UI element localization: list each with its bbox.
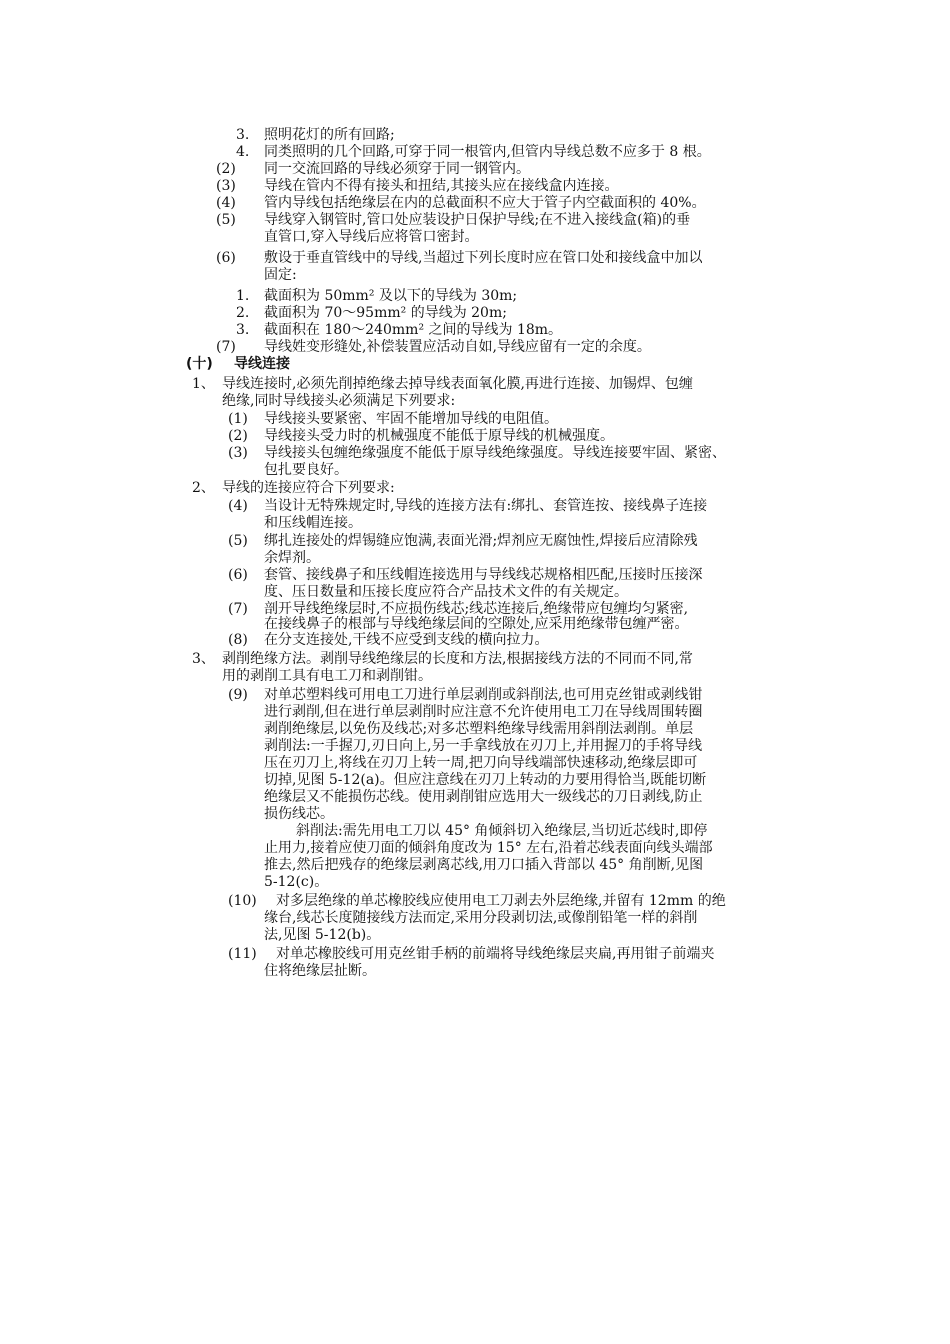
list-item: (2) 同一交流回路的导线必须穿于同一钢管内。 bbox=[216, 161, 530, 177]
list-item-continuation: 直管口,穿入导线后应将管口密封。 bbox=[264, 229, 479, 245]
list-item: (3) 导线接头包缠绝缘强度不能低于原导线绝缘强度。导线连接要牢固、紧密、 bbox=[228, 445, 726, 461]
list-item-continuation: 损伤线芯。 bbox=[264, 806, 334, 822]
list-item-continuation: 用的剥削工具有电工刀和剥削钳。 bbox=[222, 668, 432, 684]
list-item: 4. 同类照明的几个回路,可穿于同一根管内,但管内导线总数不应多于 8 根。 bbox=[236, 144, 711, 160]
list-item-continuation: 止用力,接着应使刀面的倾斜角度改为 15° 左右,沿着芯线表面向线头端部 bbox=[264, 840, 713, 856]
list-item-continuation: 剥削绝缘层,以免伤及线芯;对多芯塑料绝缘导线需用斜削法剥削。单层 bbox=[264, 721, 694, 737]
list-item-continuation: 在接线鼻子的根部与导线绝缘层间的空隙处,应采用绝缘带包缠严密。 bbox=[264, 616, 689, 632]
list-item-continuation: 余焊剂。 bbox=[264, 550, 320, 566]
list-item-continuation: 绝缘,同时导线接头必须满足下列要求: bbox=[222, 393, 456, 409]
list-item: (9) 对单芯塑料线可用电工刀进行单层剥削或斜削法,也可用克丝钳或剥线钳 bbox=[228, 687, 703, 703]
list-item: 1、 导线连接时,必须先削掉绝缘去掉导线表面氧化膜,再进行连接、加锡焊、包缠 bbox=[192, 376, 693, 392]
list-item: (7) 剖开导线绝缘层时,不应损伤线芯;线芯连接后,绝缘带应包缠均匀紧密, bbox=[228, 601, 689, 617]
list-item: (6) 敷设于垂直管线中的导线,当超过下列长度时应在管口处和接线盒中加以 bbox=[216, 250, 703, 266]
list-item-continuation: 固定: bbox=[264, 267, 297, 283]
list-item: (10) 对多层绝缘的单芯橡胶线应使用电工刀剥去外层绝缘,并留有 12mm 的绝 bbox=[228, 893, 726, 909]
list-item-continuation: 推去,然后把残存的绝缘层剥离芯线,用刀口插入背部以 45° 角削断,见图 bbox=[264, 857, 704, 873]
list-item-continuation: 包扎要良好。 bbox=[264, 462, 348, 478]
list-item-continuation: 5-12(c)。 bbox=[264, 874, 329, 890]
list-item-continuation: 住将绝缘层扯断。 bbox=[264, 963, 376, 979]
list-item: (8) 在分支连接处,干线不应受到支线的横向拉力。 bbox=[228, 632, 549, 648]
list-item: (4) 当设计无特殊规定时,导线的连接方法有:绑扎、套管连按、接线鼻子连接 bbox=[228, 498, 708, 514]
section-heading: (十) 导线连接 bbox=[186, 356, 290, 372]
list-item: (11) 对单芯橡胶线可用克丝钳手柄的前端将导线绝缘层夹扁,再用钳子前端夹 bbox=[228, 946, 715, 962]
list-item-continuation: 和压线帽连接。 bbox=[264, 515, 362, 531]
list-item: 3. 截面积在 180～240mm² 之间的导线为 18m。 bbox=[236, 322, 563, 338]
list-item-continuation: 绝缘层又不能损伤芯线。使用剥削钳应选用大一级线芯的刀日剥线,防止 bbox=[264, 789, 703, 805]
list-item-continuation: 切掉,见图 5-12(a)。但应注意线在刃刀上转动的力要用得恰当,既能切断 bbox=[264, 772, 707, 788]
list-item-continuation: 压在刃刀上,将线在刃刀上转一周,把刀向导线端部快速移动,绝缘层即可 bbox=[264, 755, 698, 771]
list-item-continuation: 度、压日数量和压接长度应符合产品技术文件的有关规定。 bbox=[264, 584, 628, 600]
list-item: (5) 绑扎连接处的焊锡缝应饱满,表面光滑;焊剂应无腐蚀性,焊接后应清除残 bbox=[228, 533, 698, 549]
list-item-continuation: 进行剥削,但在进行单层剥削时应注意不允许使用电工刀在导线周围转圈 bbox=[264, 704, 703, 720]
list-item: 3. 照明花灯的所有回路; bbox=[236, 127, 395, 143]
list-item: (3) 导线在管内不得有接头和扭结,其接头应在接线盒内连接。 bbox=[216, 178, 619, 194]
list-item: (5) 导线穿入钢管时,管口处应装设护日保护导线;在不进入接线盒(箱)的垂 bbox=[216, 212, 691, 228]
list-item: (4) 管内导线包括绝缘层在内的总截面积不应大于管子内空截面积的 40%。 bbox=[216, 195, 706, 211]
list-item: 3、 剥削绝缘方法。剥削导线绝缘层的长度和方法,根据接线方法的不同而不同,常 bbox=[192, 651, 693, 667]
list-item-continuation: 剥削法:一手握刀,刃日向上,另一手拿线放在刃刀上,并用握刀的手将导线 bbox=[264, 738, 703, 754]
paragraph-line: 斜削法:需先用电工刀以 45° 角倾斜切入绝缘层,当切近芯线时,即停 bbox=[296, 823, 708, 839]
list-item: (7) 导线姓变形缝处,补偿装置应活动自如,导线应留有一定的余度。 bbox=[216, 339, 651, 355]
list-item: (6) 套管、接线鼻子和压线帽连接选用与导线线芯规格相匹配,压接时压接深 bbox=[228, 567, 703, 583]
list-item-continuation: 缘台,线芯长度随接线方法而定,采用分段剥切法,或像削铅笔一样的斜削 bbox=[264, 910, 698, 926]
list-item: (1) 导线接头要紧密、牢固不能增加导线的电阻值。 bbox=[228, 411, 558, 427]
list-item-continuation: 法,见图 5-12(b)。 bbox=[264, 927, 381, 943]
list-item: 2、 导线的连接应符合下列要求: bbox=[192, 480, 395, 496]
list-item: 2. 截面积为 70～95mm² 的导线为 20m; bbox=[236, 305, 507, 321]
list-item: 1. 截面积为 50mm² 及以下的导线为 30m; bbox=[236, 288, 518, 304]
list-item: (2) 导线接头受力时的机械强度不能低于原导线的机械强度。 bbox=[228, 428, 614, 444]
